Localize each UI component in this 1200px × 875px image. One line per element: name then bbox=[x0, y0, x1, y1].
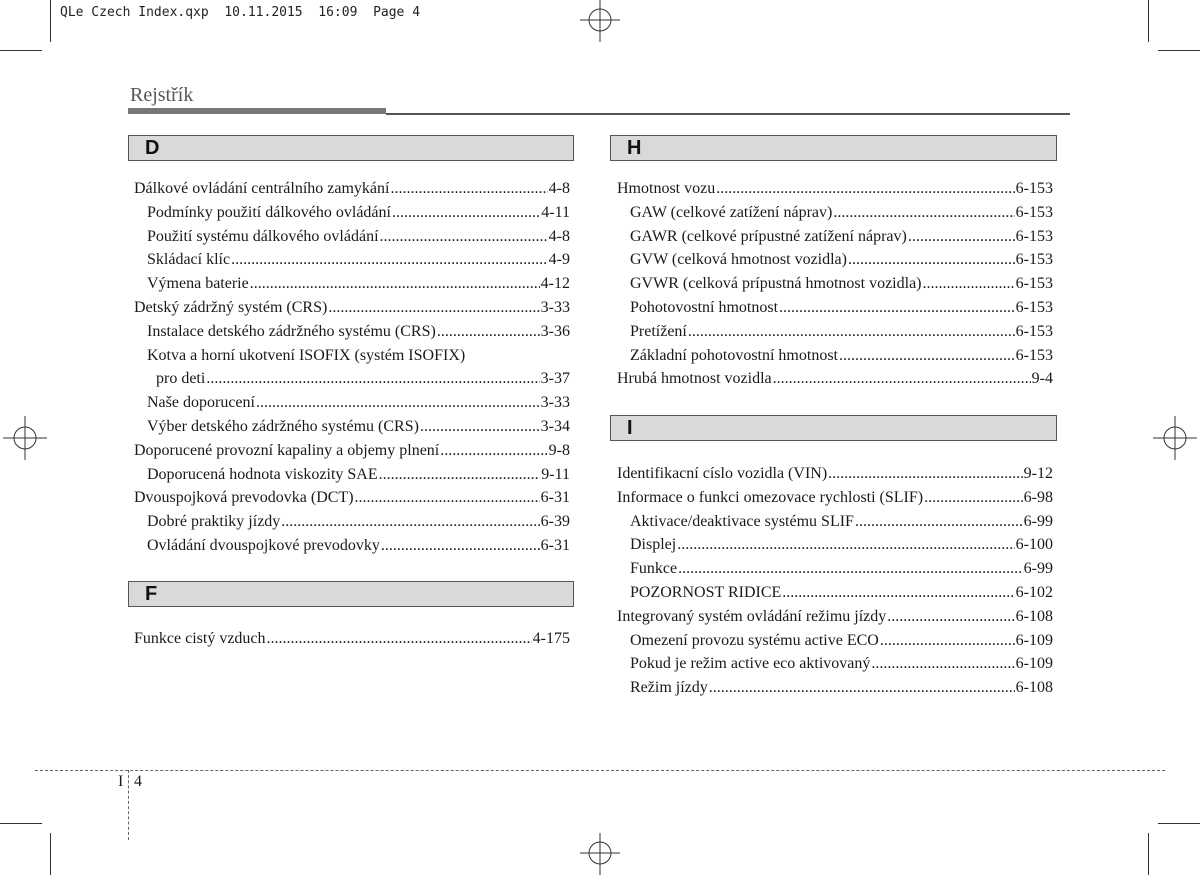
index-entry bbox=[134, 272, 570, 296]
index-entry-label: Výber detského zádržného systému (CRS) bbox=[147, 417, 419, 435]
crop-mark bbox=[1148, 833, 1149, 875]
dot-leader bbox=[328, 296, 539, 320]
section-header-f bbox=[128, 581, 574, 607]
index-entry-page: 6-99 bbox=[1023, 560, 1053, 578]
index-entry-page: 9-4 bbox=[1031, 370, 1053, 388]
index-entry bbox=[617, 557, 1053, 581]
index-entry bbox=[617, 462, 1053, 486]
index-entry-page: 6-153 bbox=[1015, 180, 1053, 197]
index-entry bbox=[134, 225, 570, 249]
crop-mark bbox=[0, 823, 42, 824]
page-title: Rejstřík bbox=[130, 84, 194, 106]
index-entry-label: Kotva a horní ukotvení ISOFIX (systém ISOFIX) bbox=[147, 346, 466, 364]
dot-leader bbox=[250, 272, 540, 296]
index-entry-label: POZORNOST RIDICE bbox=[630, 583, 782, 601]
dot-leader bbox=[281, 510, 539, 534]
dot-leader bbox=[773, 367, 1031, 391]
index-entry-label: Aktivace/deaktivace systému SLIF bbox=[630, 512, 854, 530]
section-header-i bbox=[610, 415, 1057, 441]
index-entry-label: Instalace detského zádržného systému (CRS) bbox=[147, 322, 436, 340]
registration-mark-left bbox=[0, 413, 50, 463]
crop-mark bbox=[1158, 823, 1200, 824]
index-entry bbox=[617, 296, 1053, 320]
footer-divider bbox=[128, 770, 129, 840]
registration-mark-bottom bbox=[575, 825, 625, 875]
dot-leader bbox=[206, 367, 539, 391]
dot-leader bbox=[440, 439, 547, 463]
index-entry bbox=[134, 177, 570, 201]
index-entry bbox=[134, 320, 570, 344]
index-entry bbox=[134, 534, 570, 558]
print-slug: QLe Czech Index.qxp 10.11.2015 16:09 Page 4 bbox=[60, 5, 421, 20]
index-entry bbox=[617, 510, 1053, 534]
index-entry-page: 6-100 bbox=[1015, 536, 1053, 554]
dot-leader bbox=[923, 272, 1015, 296]
index-entry-page: 4-8 bbox=[548, 180, 570, 197]
index-entry-label: Omezení provozu systému active ECO bbox=[630, 631, 879, 649]
dot-leader bbox=[924, 486, 1023, 510]
index-entry bbox=[134, 486, 570, 510]
section-letter: F bbox=[145, 583, 158, 605]
dot-leader bbox=[678, 557, 1023, 581]
index-entry bbox=[617, 533, 1053, 557]
dot-leader bbox=[833, 201, 1014, 225]
index-entry bbox=[134, 296, 570, 320]
index-entry-page: 6-102 bbox=[1015, 583, 1053, 601]
index-entry-label: Detský zádržný systém (CRS) bbox=[134, 298, 328, 316]
index-entry bbox=[134, 415, 570, 439]
index-entry bbox=[134, 344, 570, 368]
index-entry-page: 4-9 bbox=[548, 251, 570, 269]
section-letter: I bbox=[627, 417, 633, 439]
index-entry bbox=[617, 344, 1053, 368]
index-entry-page: 4-12 bbox=[540, 275, 570, 293]
header-rule-thick bbox=[128, 108, 386, 114]
dot-leader bbox=[828, 462, 1023, 486]
index-entry bbox=[134, 463, 570, 487]
footer-rule bbox=[35, 770, 1165, 771]
dot-leader bbox=[390, 177, 547, 201]
index-entry-label: Použití systému dálkového ovládání bbox=[147, 227, 379, 245]
section-d-entries bbox=[134, 177, 570, 558]
index-entry-label: Pretížení bbox=[630, 322, 687, 340]
index-entry-page: 6-153 bbox=[1015, 298, 1053, 316]
index-entry-label: Identifikacní císlo vozidla (VIN) bbox=[617, 465, 828, 482]
index-entry-page: 6-108 bbox=[1015, 607, 1053, 625]
index-entry-label: Doporucená hodnota viskozity SAE bbox=[147, 465, 378, 483]
index-entry-page: 6-153 bbox=[1015, 322, 1053, 340]
index-entry-page: 3-33 bbox=[540, 394, 570, 412]
index-entry-page: 9-12 bbox=[1023, 465, 1053, 482]
index-entry-label: Integrovaný systém ovládání režimu jízdy bbox=[617, 607, 887, 625]
footer-page-number: 4 bbox=[134, 773, 142, 790]
index-entry-label: GVWR (celková prípustná hmotnost vozidla) bbox=[630, 275, 922, 293]
index-entry bbox=[617, 676, 1053, 700]
section-h-entries bbox=[617, 177, 1053, 391]
dot-leader bbox=[880, 629, 1015, 653]
index-entry-label: GVW (celková hmotnost vozidla) bbox=[630, 251, 847, 269]
index-entry-label: Hrubá hmotnost vozidla bbox=[617, 370, 772, 388]
index-entry-label: Pohotovostní hmotnost bbox=[630, 298, 779, 316]
section-i-entries bbox=[617, 462, 1053, 700]
dot-leader bbox=[908, 225, 1015, 249]
index-entry-page: 4-8 bbox=[548, 227, 570, 245]
index-entry-label: Dvouspojková prevodovka (DCT) bbox=[134, 489, 354, 507]
dot-leader bbox=[380, 225, 548, 249]
index-entry bbox=[617, 605, 1053, 629]
index-entry-page: 3-34 bbox=[540, 417, 570, 435]
index-entry bbox=[134, 439, 570, 463]
dot-leader bbox=[420, 415, 540, 439]
index-entry bbox=[617, 177, 1053, 201]
index-entry-label: GAW (celkové zatížení náprav) bbox=[630, 203, 833, 221]
index-entry bbox=[617, 201, 1053, 225]
index-entry bbox=[617, 629, 1053, 653]
index-entry bbox=[617, 272, 1053, 296]
index-entry-page: 6-153 bbox=[1015, 346, 1053, 364]
index-entry-label: Hmotnost vozu bbox=[617, 180, 716, 197]
index-entry-label: Funkce cistý vzduch bbox=[134, 630, 266, 647]
index-entry-label: Režim jízdy bbox=[630, 679, 708, 697]
dot-leader bbox=[688, 320, 1015, 344]
index-entry bbox=[134, 201, 570, 225]
section-letter: D bbox=[145, 137, 160, 159]
index-entry bbox=[617, 320, 1053, 344]
index-entry-page: 4-11 bbox=[541, 203, 570, 221]
index-entry-page: 6-153 bbox=[1015, 227, 1053, 245]
index-entry bbox=[134, 248, 570, 272]
index-entry-page: 9-11 bbox=[541, 465, 570, 483]
index-entry-label: Pokud je režim active eco aktivovaný bbox=[630, 655, 871, 673]
dot-leader bbox=[437, 320, 540, 344]
index-entry-page: 4-175 bbox=[532, 630, 570, 647]
index-entry-page: 6-108 bbox=[1015, 679, 1053, 697]
index-entry bbox=[134, 391, 570, 415]
index-entry-page: 6-109 bbox=[1015, 655, 1053, 673]
index-entry-page: 3-36 bbox=[540, 322, 570, 340]
dot-leader bbox=[779, 296, 1015, 320]
index-entry-page: 6-109 bbox=[1015, 631, 1053, 649]
index-entry-page: 6-31 bbox=[540, 489, 570, 507]
header-rule-thin bbox=[386, 113, 1070, 115]
dot-leader bbox=[782, 581, 1014, 605]
dot-leader bbox=[677, 533, 1014, 557]
dot-leader bbox=[839, 344, 1015, 368]
index-entry-page: 3-33 bbox=[540, 298, 570, 316]
index-entry-page: 6-153 bbox=[1015, 203, 1053, 221]
section-header-h bbox=[610, 135, 1057, 161]
index-entry-page: 6-153 bbox=[1015, 275, 1053, 293]
dot-leader bbox=[871, 652, 1014, 676]
index-entry-label: pro deti bbox=[156, 370, 206, 388]
dot-leader bbox=[855, 510, 1023, 534]
index-entry bbox=[617, 225, 1053, 249]
index-entry bbox=[134, 627, 570, 651]
index-entry-label: Naše doporucení bbox=[147, 394, 255, 412]
index-entry-label: Výmena baterie bbox=[147, 275, 249, 293]
index-entry-label: Ovládání dvouspojkové prevodovky bbox=[147, 536, 380, 554]
dot-leader bbox=[379, 463, 541, 487]
index-entry bbox=[617, 248, 1053, 272]
index-entry-label: Funkce bbox=[630, 560, 678, 578]
index-entry-page: 6-98 bbox=[1023, 488, 1053, 506]
index-entry bbox=[134, 367, 570, 391]
footer-section-letter: I bbox=[118, 773, 124, 790]
section-f-entries bbox=[134, 627, 570, 651]
index-entry-page: 6-99 bbox=[1023, 512, 1053, 530]
index-entry-label: Displej bbox=[630, 536, 677, 554]
crop-mark bbox=[1158, 50, 1200, 51]
section-header-d bbox=[128, 135, 574, 161]
index-entry-label: Doporucené provozní kapaliny a objemy plnení bbox=[134, 441, 440, 459]
crop-mark bbox=[50, 0, 51, 42]
dot-leader bbox=[848, 248, 1015, 272]
index-entry bbox=[617, 581, 1053, 605]
index-entry-label: Podmínky použití dálkového ovládání bbox=[147, 203, 391, 221]
dot-leader bbox=[256, 391, 540, 415]
registration-mark-top bbox=[575, 0, 625, 50]
index-entry-page: 9-8 bbox=[548, 441, 570, 459]
dot-leader bbox=[887, 605, 1014, 629]
crop-mark bbox=[0, 50, 42, 51]
index-entry-label: Základní pohotovostní hmotnost bbox=[630, 346, 838, 364]
index-entry-label: Skládací klíc bbox=[147, 251, 231, 269]
index-entry-page: 3-37 bbox=[540, 370, 570, 388]
index-entry-page: 6-39 bbox=[540, 513, 570, 531]
index-entry bbox=[617, 652, 1053, 676]
dot-leader bbox=[716, 177, 1014, 201]
index-entry-page: 6-153 bbox=[1015, 251, 1053, 269]
index-entry-label: Informace o funkci omezovace rychlosti (SLIF) bbox=[617, 488, 924, 506]
index-entry bbox=[617, 486, 1053, 510]
dot-leader bbox=[392, 201, 540, 225]
index-entry-label: GAWR (celkové prípustné zatížení náprav) bbox=[630, 227, 907, 245]
index-entry bbox=[134, 510, 570, 534]
section-letter: H bbox=[627, 137, 642, 159]
index-entry bbox=[617, 367, 1053, 391]
dot-leader bbox=[381, 534, 540, 558]
crop-mark bbox=[50, 833, 51, 875]
dot-leader bbox=[231, 248, 548, 272]
index-entry-label: Dálkové ovládání centrálního zamykání bbox=[134, 180, 390, 197]
dot-leader bbox=[267, 627, 532, 651]
dot-leader bbox=[709, 676, 1015, 700]
index-entry-label: Dobré praktiky jízdy bbox=[147, 513, 281, 531]
crop-mark bbox=[1148, 0, 1149, 42]
dot-leader bbox=[355, 486, 540, 510]
index-entry-page: 6-31 bbox=[540, 536, 570, 554]
registration-mark-right bbox=[1150, 413, 1200, 463]
